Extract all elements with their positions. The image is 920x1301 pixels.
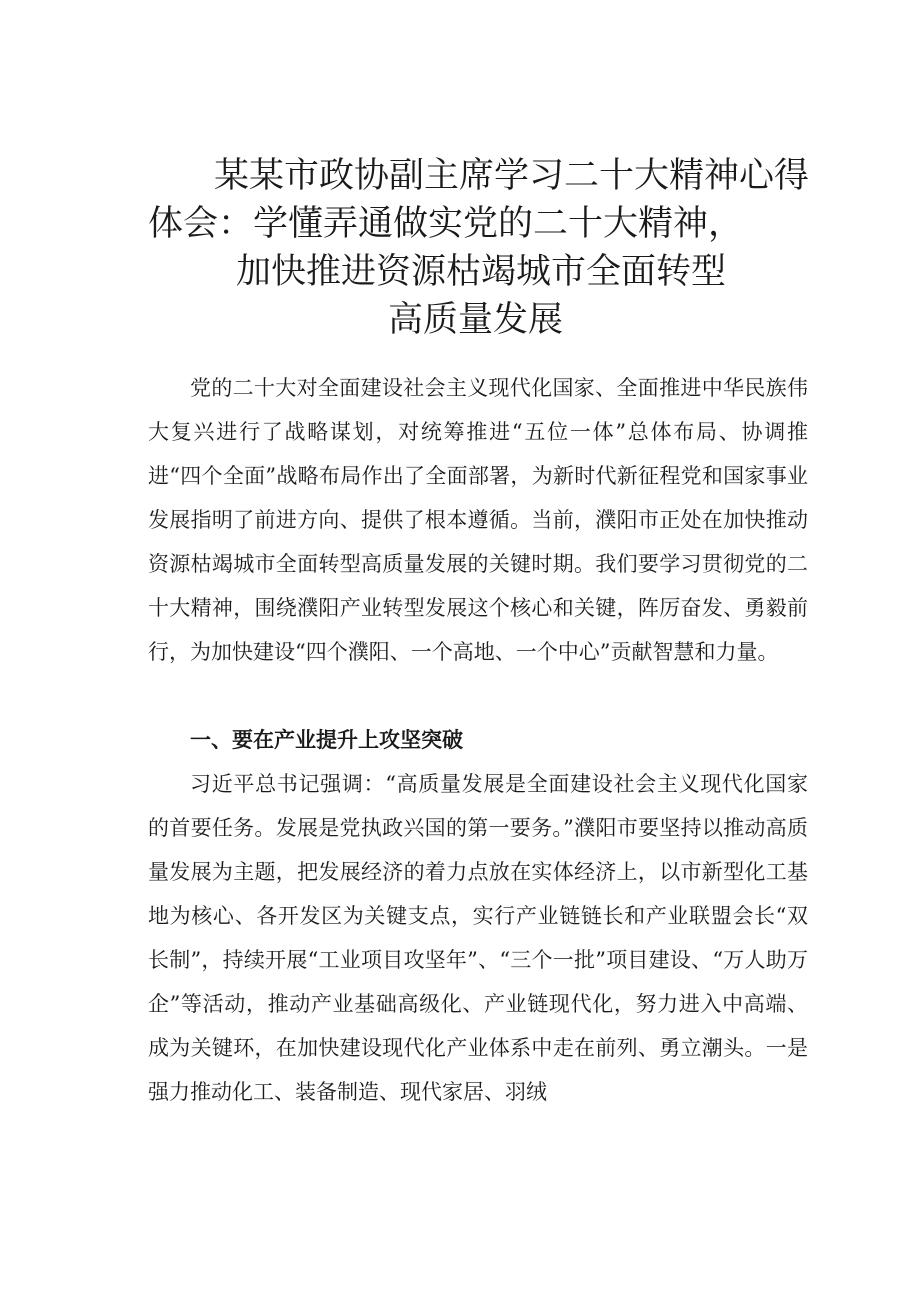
title-line-1: 某某市政协副主席学习二十大精神心得	[214, 156, 810, 196]
document-title	[140, 152, 810, 344]
section-heading: 一、要在产业提升上攻坚突破	[190, 728, 463, 752]
document-body	[148, 366, 808, 1104]
section-paragraph: 习近平总书记强调：“高质量发展是全面建设社会主义现代化国家的首要任务。发展是党执政兴国的第一要务。”濮阳市要坚持以推动高质量发展为主题，把发展经济的着力点放在实体经济上，以市新型化工基地为核心、各开发区为关键支点，实行产业链链长和产业联盟会长“双长制”，持续开展“工业项目攻坚年”、“三个一批”项目建设、“万人助万企”等活动，推动产业基础高级化、产业链现代化，努力进入中高端、成为关键环，在加快建设现代化产业体系中走在前列、勇立潮头。一是强力推动化工、装备制造、现代家居、羽绒	[148, 772, 808, 1104]
title-line-2: 体会：学懂弄通做实党的二十大精神，	[148, 204, 744, 244]
intro-paragraph: 党的二十大对全面建设社会主义现代化国家、全面推进中华民族伟大复兴进行了战略谋划，对统筹推进“五位一体”总体布局、协调推进“四个全面”战略布局作出了全面部署，为新时代新征程党和国家事业发展指明了前进方向、提供了根本遵循。当前，濮阳市正处在加快推动资源枯竭城市全面转型高质量发展的关键时期。我们要学习贯彻党的二十大精神，围绕濮阳产业转型发展这个核心和关键，阵厉奋发、勇毅前行，为加快建设“四个濮阳、一个高地、一个中心”贡献智慧和力量。	[148, 376, 808, 664]
title-line-3: 加快推进资源枯竭城市全面转型	[236, 252, 727, 292]
title-line-4: 高质量发展	[388, 300, 564, 340]
